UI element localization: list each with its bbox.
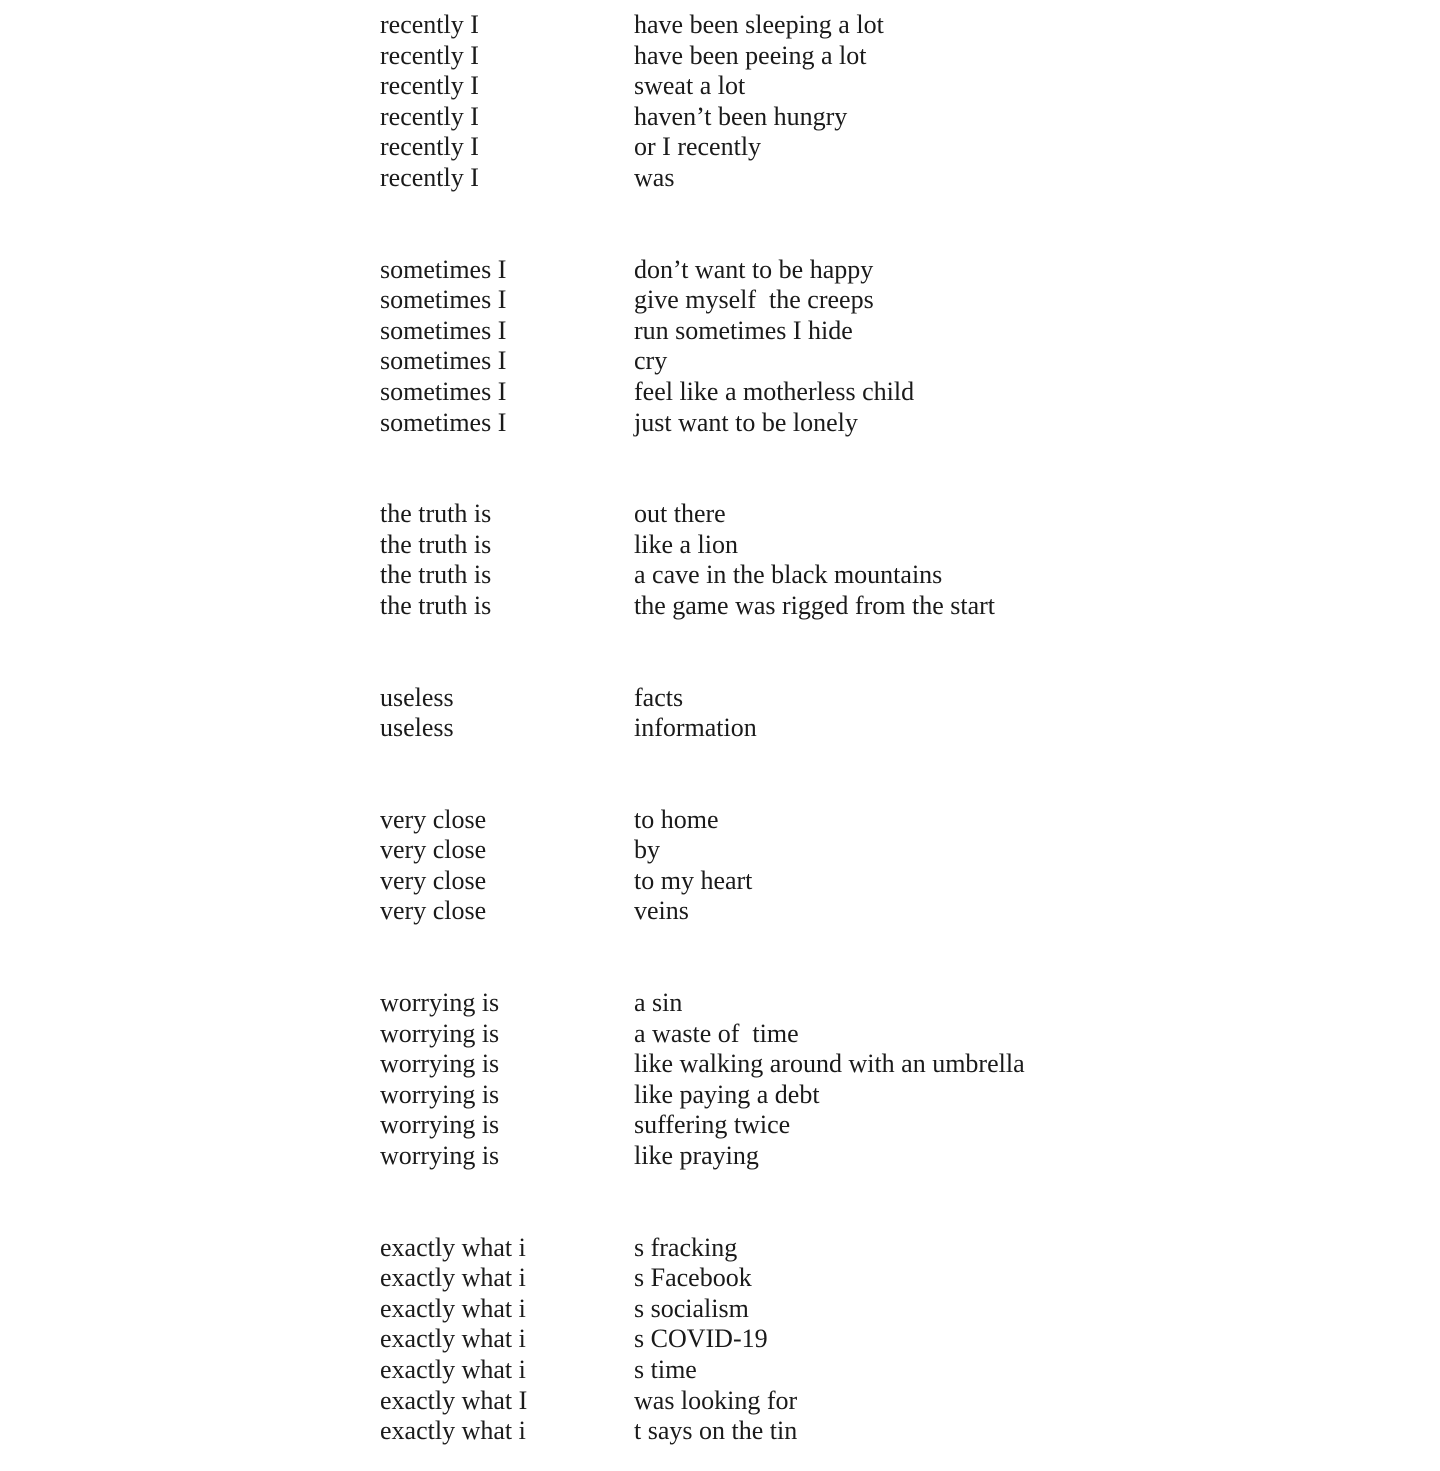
poem — [380, 10, 1380, 1447]
poem-line — [380, 866, 1380, 897]
poem-line — [380, 683, 1380, 714]
stanza-the-truth-is — [380, 499, 1380, 621]
line-completion: information — [634, 713, 757, 743]
line-completion: a cave in the black mountains — [634, 560, 943, 590]
poem-line — [380, 346, 1380, 377]
line-completion: feel like a motherless child — [634, 376, 915, 406]
poem-line — [380, 835, 1380, 866]
line-completion: suffering twice — [634, 1110, 791, 1140]
line-prefix: exactly what i — [380, 1355, 526, 1384]
poem-line — [380, 988, 1380, 1019]
line-completion: to my heart — [634, 865, 753, 895]
line-prefix: worrying is — [380, 988, 500, 1018]
line-prefix: recently I — [380, 132, 479, 162]
poem-line — [380, 132, 1380, 163]
poem-line — [380, 805, 1380, 836]
line-prefix: the truth is — [380, 529, 492, 559]
line-completion: was looking for — [634, 1385, 798, 1415]
line-completion: like a lion — [634, 529, 738, 559]
line-completion: sweat a lot — [634, 71, 746, 101]
stanza-useless — [380, 683, 1380, 744]
stanza-very-close — [380, 805, 1380, 927]
poem-line — [380, 1355, 1380, 1386]
line-completion: like walking around with an umbrella — [634, 1049, 1025, 1079]
poem-line — [380, 896, 1380, 927]
poem-line — [380, 1141, 1380, 1172]
line-completion: or I recently — [634, 132, 762, 162]
line-prefix: sometimes I — [380, 376, 507, 406]
line-prefix: worrying is — [380, 1079, 500, 1109]
line-prefix: exactly what i — [380, 1232, 526, 1262]
poem-line — [380, 499, 1380, 530]
poem-line — [380, 41, 1380, 72]
line-prefix: exactly what I — [380, 1385, 528, 1415]
line-prefix: very close — [380, 865, 487, 895]
line-prefix: exactly what i — [380, 1416, 526, 1446]
line-prefix: worrying is — [380, 1141, 500, 1171]
poem-line — [380, 10, 1380, 41]
stanza-worrying-is — [380, 988, 1380, 1172]
line-prefix: worrying is — [380, 1049, 500, 1079]
poem-line — [380, 102, 1380, 133]
line-prefix: useless — [380, 713, 454, 743]
line-prefix: sometimes I — [380, 254, 507, 284]
poem-line — [380, 285, 1380, 316]
line-prefix: sometimes I — [380, 315, 507, 345]
line-completion: s time — [634, 1355, 697, 1384]
line-completion: give myself the creeps — [634, 285, 874, 315]
poem-line — [380, 1110, 1380, 1141]
line-completion: t says on the tin — [634, 1416, 798, 1446]
line-completion: facts — [634, 682, 684, 712]
line-completion: s Facebook — [634, 1263, 752, 1293]
poem-line — [380, 255, 1380, 286]
line-completion: to home — [634, 804, 719, 834]
line-completion: haven’t been hungry — [634, 101, 848, 131]
poem-line — [380, 408, 1380, 439]
line-completion: have been sleeping a lot — [634, 10, 884, 39]
line-completion: s COVID-19 — [634, 1324, 768, 1354]
poem-line — [380, 1416, 1380, 1447]
line-completion: just want to be lonely — [634, 407, 858, 437]
poem-line — [380, 316, 1380, 347]
poem-line — [380, 1263, 1380, 1294]
line-prefix: very close — [380, 804, 487, 834]
line-completion: a sin — [634, 988, 683, 1018]
poem-line — [380, 1049, 1380, 1080]
line-completion: veins — [634, 896, 689, 926]
line-completion: s fracking — [634, 1232, 738, 1262]
line-prefix: sometimes I — [380, 285, 507, 315]
poem-line — [380, 1019, 1380, 1050]
poem-line — [380, 560, 1380, 591]
line-completion: was — [634, 162, 675, 192]
line-completion: out there — [634, 499, 726, 529]
poem-line — [380, 71, 1380, 102]
line-prefix: sometimes I — [380, 346, 507, 376]
line-completion: cry — [634, 346, 668, 376]
poem-line — [380, 713, 1380, 744]
line-prefix: worrying is — [380, 1018, 500, 1048]
line-prefix: exactly what i — [380, 1293, 526, 1323]
line-prefix: the truth is — [380, 499, 492, 529]
line-prefix: exactly what i — [380, 1324, 526, 1354]
line-completion: like praying — [634, 1141, 759, 1171]
line-prefix: very close — [380, 835, 487, 865]
line-prefix: recently I — [380, 101, 479, 131]
line-prefix: worrying is — [380, 1110, 500, 1140]
stanza-sometimes — [380, 255, 1380, 439]
line-prefix: recently I — [380, 71, 479, 101]
line-completion: by — [634, 835, 660, 865]
poem-line — [380, 1386, 1380, 1417]
line-completion: don’t want to be happy — [634, 254, 874, 284]
line-prefix: exactly what i — [380, 1263, 526, 1293]
line-prefix: the truth is — [380, 590, 492, 620]
line-prefix: recently I — [380, 10, 479, 39]
line-prefix: sometimes I — [380, 407, 507, 437]
poem-line — [380, 1324, 1380, 1355]
line-prefix: very close — [380, 896, 487, 926]
line-completion: a waste of time — [634, 1018, 799, 1048]
poem-line — [380, 591, 1380, 622]
line-completion: the game was rigged from the start — [634, 590, 995, 620]
line-completion: like paying a debt — [634, 1079, 820, 1109]
stanza-recently — [380, 10, 1380, 194]
poem-line — [380, 1233, 1380, 1264]
stanza-exactly-what — [380, 1233, 1380, 1447]
poem-line — [380, 163, 1380, 194]
line-completion: run sometimes I hide — [634, 315, 853, 345]
line-prefix: useless — [380, 682, 454, 712]
poem-line — [380, 1080, 1380, 1111]
poem-line — [380, 1294, 1380, 1325]
poem-line — [380, 377, 1380, 408]
line-prefix: recently I — [380, 162, 479, 192]
line-completion: have been peeing a lot — [634, 40, 867, 70]
line-completion: s socialism — [634, 1293, 749, 1323]
poem-line — [380, 530, 1380, 561]
line-prefix: the truth is — [380, 560, 492, 590]
line-prefix: recently I — [380, 40, 479, 70]
